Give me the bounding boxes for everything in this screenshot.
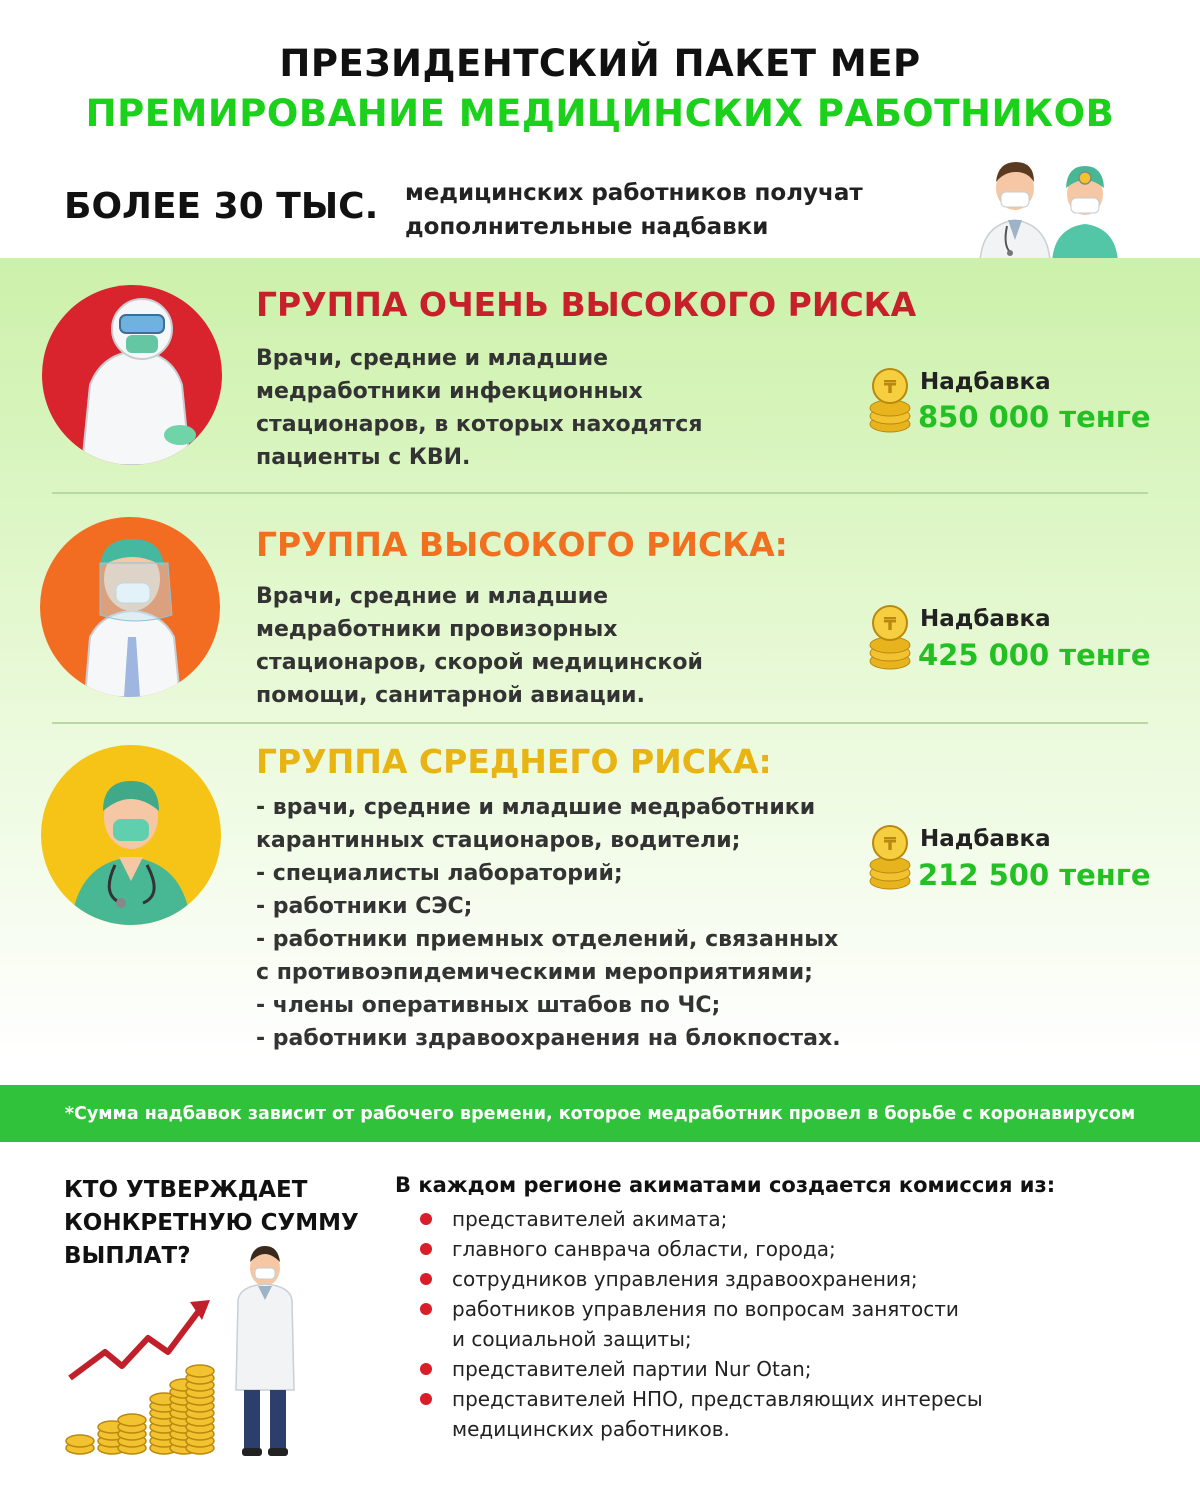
group-medium-circle: [41, 745, 221, 925]
bullet-icon: [420, 1303, 432, 1315]
doctors-illustration: [970, 150, 1130, 262]
group-very-high-title: ГРУППА ОЧЕНЬ ВЫСОКОГО РИСКА: [256, 285, 917, 324]
bullet-icon: [420, 1393, 432, 1405]
workers-count: БОЛЕЕ 30 ТЫС.: [64, 186, 379, 227]
divider: [52, 722, 1148, 724]
svg-text:₸: ₸: [883, 614, 897, 635]
footnote-banner: *Сумма надбавок зависит от рабочего времени, которое медработник провел в борьбе с коронавирусом: [0, 1085, 1200, 1142]
group-very-high-description: Врачи, средние и младшие медработники инфекционных стационаров, в которых находятся пациенты с КВИ.: [256, 346, 703, 470]
list-item: представителей партии Nur Otan;: [420, 1354, 983, 1384]
bullet-icon: [420, 1363, 432, 1375]
group-medium-title: ГРУППА СРЕДНЕГО РИСКА:: [256, 742, 772, 781]
face-shield-worker-icon: [40, 517, 220, 697]
commission-heading: В каждом регионе акиматами создается комиссия из:: [395, 1173, 1056, 1197]
group-high-description: Врачи, средние и младшие медработники провизорных стационаров, скорой медицинской помощи, санитарной авиации.: [256, 584, 703, 708]
coin-stack-icon: [866, 366, 914, 434]
commission-list: [420, 1204, 983, 1444]
workers-description: медицинских работников получат дополнительные надбавки: [405, 180, 863, 240]
group-very-high-bonus-amount: 850 000 тенге: [918, 400, 1151, 434]
group-high-title: ГРУППА ВЫСОКОГО РИСКА:: [256, 525, 788, 564]
page-subtitle: ПРЕМИРОВАНИЕ МЕДИЦИНСКИХ РАБОТНИКОВ: [85, 92, 1115, 135]
group-high-bonus-label: Надбавка: [920, 606, 1051, 632]
coin-stack-icon: [866, 823, 914, 891]
page-title: ПРЕЗИДЕНТСКИЙ ПАКЕТ МЕР: [279, 42, 921, 85]
group-medium-bonus-label: Надбавка: [920, 826, 1051, 852]
divider: [52, 492, 1148, 494]
list-item: представителей НПО, представляющих интересы медицинских работников.: [420, 1384, 983, 1444]
group-very-high-bonus-label: Надбавка: [920, 369, 1051, 395]
who-approves-heading: КТО УТВЕРЖДАЕТ КОНКРЕТНУЮ СУММУ ВЫПЛАТ?: [64, 1177, 359, 1269]
group-high-circle: [40, 517, 220, 697]
bullet-icon: [420, 1273, 432, 1285]
list-item: представителей акимата;: [420, 1204, 983, 1234]
list-item: сотрудников управления здравоохранения;: [420, 1264, 983, 1294]
group-medium-bonus-amount: 212 500 тенге: [918, 858, 1151, 892]
group-very-high-circle: [42, 285, 222, 465]
svg-text:₸: ₸: [883, 834, 897, 855]
list-item: работников управления по вопросам занятости и социальной защиты;: [420, 1294, 983, 1354]
list-item: главного санврача области, города;: [420, 1234, 983, 1264]
svg-text:₸: ₸: [883, 377, 897, 398]
group-medium-description: - врачи, средние и младшие медработники карантинных стационаров, водители; - специалисты лабораторий; - работники СЭС; - работники приемных отделений, связанных с противоэпидемическими мероприятиями; - члены оперативных штабов по ЧС; - работники здравоохранения на блокпостах.: [256, 795, 841, 1051]
bullet-icon: [420, 1213, 432, 1225]
coin-stack-icon: [866, 603, 914, 671]
surgeon-worker-icon: [41, 745, 221, 925]
growth-illustration: [60, 1240, 400, 1470]
group-high-bonus-amount: 425 000 тенге: [918, 638, 1151, 672]
bullet-icon: [420, 1243, 432, 1255]
hazmat-worker-icon: [42, 285, 222, 465]
